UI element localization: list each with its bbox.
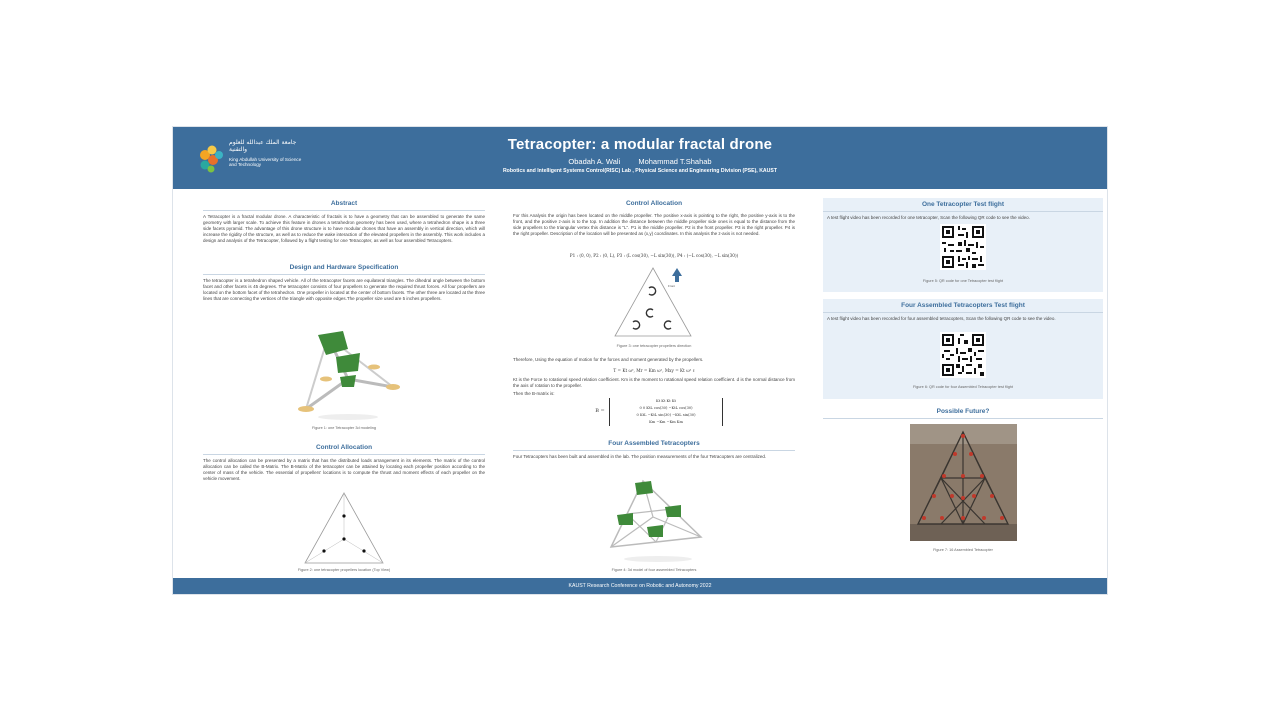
four-assembled-text: Four Tetracopters has been built and assembled in the lab. The position measurements of the four Tetracopters are centralized. <box>513 454 767 459</box>
one-test-flight-text: A test flight video has been recorded for one tetracopter, Scan the following QR code to see the video. <box>827 215 1030 220</box>
fig3-caption: Figure 3: one tetracopter propellers direction <box>616 344 692 348</box>
author-2: Mohammad T.Shahab <box>638 157 712 166</box>
poster-footer: KAUST Research Conference on Robotic and Autonomy 2022 <box>173 578 1107 594</box>
control-text-2: For this Analysis the origin has been located on the middle propeller. The positive x-axis is pointing to the right, the positive y-axis is to the front, and the positive z-axis is to the top. In addition the distance between the middle propeller side ones is equal to the distance from the side propellers to the triangular vertex this distance is "L". P1 is the middle propeller. P2 is the front propeller. P3 is the right propeller. P4 is the right propeller. Description of the location will be presented as (x,y) coordinates. In this analysis the z-axis is not needed. <box>513 213 795 236</box>
control-allocation-section-2 <box>513 200 795 237</box>
poster-title: Tetracopter: a modular fractal drone <box>507 136 773 153</box>
fig4-caption: Figure 4: 3d model of four assembled Tetracopters <box>611 568 697 572</box>
design-title: Design and Hardware Specification <box>203 264 485 275</box>
author-1: Obadah A. Wali <box>568 157 621 166</box>
fig1-caption: Figure 1: one Tetracopter 3d modeling <box>311 426 377 430</box>
b-matrix-label: B = <box>595 408 605 414</box>
future-section <box>823 408 1103 419</box>
four-test-flight-box <box>823 299 1103 399</box>
b-matrix <box>593 398 723 428</box>
fig4-four-tetracopters-3d-model <box>603 477 713 565</box>
abstract-text: A Tetracopter is a fractal modular drone. A characteristic of fractals is to have a geometry that can be assembled to generate the same geometry with larger scale. To achieve this feature in drones a tetrahedron geometry has been used, where a tetrahedron shape is a three side facets pyramid. The advantage of this drone structure is to have modular drones that have an assembly in vertical direction, which will increase the rigidity of the structure, as well as to reduce the wake interaction of the elevated propellers in the assembly. This work includes a design and analysis of the Tetracopter, followed by a flight testing for one Tetracopter, as well as four assembled Tetracopters. <box>203 214 485 243</box>
b-matrix-row-4: Km −Km −Km Km <box>649 420 683 424</box>
abstract-section <box>203 200 485 244</box>
fig2-propeller-location-diagram <box>303 491 385 565</box>
four-assembled-title: Four Assembled Tetracopters <box>513 440 795 451</box>
qr-code-four-flight[interactable] <box>940 332 986 378</box>
fig3-propeller-direction-diagram <box>613 264 703 340</box>
four-test-flight-title: Four Assembled Tetracopters Test flight <box>823 302 1103 313</box>
logo-text-ar: جامعة الملك عبدالله للعلوم والتقنية <box>229 139 297 153</box>
kt-text: Kt is the Force to rotational speed relation coefficient. Km is the moment to rotational speed relation coefficient. d is the normal distance from the axis of rotation to the propeller. <box>513 377 795 388</box>
fig7-caption: Figure 7: 16 Assembled Tetracopter <box>933 548 993 552</box>
one-test-flight-box <box>823 198 1103 292</box>
fig2-caption: Figure 2: one tetracopter propellers location (Top View) <box>297 568 391 572</box>
front-arrow-label: Front <box>668 284 676 288</box>
control-title-2: Control Allocation <box>625 200 683 207</box>
poster-header <box>173 127 1107 189</box>
four-test-flight-text: A test flight video has been recorded for four assembled tetracopters, Scan the following QR code to see the video. <box>827 316 1056 321</box>
b-matrix-row-3: 0 KtL −KtL sin(30) −KtL sin(30) <box>636 413 696 417</box>
fig7-sixteen-tetracopters-photo <box>910 424 1017 541</box>
abstract-title: Abstract <box>203 200 485 211</box>
eom-text: Therefore, Using the equation of motion for the forces and moment generated by the propellers. <box>513 357 704 362</box>
poster-affiliation: Robotics and Intelligent Systems Control(RISC) Lab , Physical Science and Engineering Division (PSE), KAUST <box>502 168 778 174</box>
fig6-caption: Figure 6: QR code for four Assembled Tetracopter test flight <box>913 385 1013 389</box>
equation-eom: T = Kt ω², Mr = Km ω², Mxy = Kt ω² ℓ <box>613 368 695 373</box>
qr-code-one-flight[interactable] <box>940 224 986 270</box>
future-title: Possible Future? <box>823 408 1103 419</box>
fig1-tetracopter-3d-model <box>288 327 400 422</box>
control-title-1: Control Allocation <box>203 444 485 455</box>
design-section <box>203 264 485 302</box>
logo-text-en: King Abdullah University of Science and Technology <box>229 157 302 168</box>
b-matrix-row-1: Kt Kt Kt Kt <box>656 399 676 403</box>
b-matrix-row-2: 0 0 KtL cos(30) −KtL cos(30) <box>639 406 693 410</box>
poster <box>173 127 1107 594</box>
four-assembled-section <box>513 440 795 460</box>
bmatrix-text: Then the B-matrix is: <box>513 391 555 396</box>
b-matrix-body <box>609 398 723 426</box>
equation-positions: P1 : (0, 0), P2 : (0, L), P3 : (L cos(30), −L sin(30)), P4 : (−L cos(30), −L sin(30)) <box>569 253 739 258</box>
control-text-1: The control allocation can be presented by a matrix that has the distributed loads arrangement in its elements. The matrix of the control allocation can be called the B-Matrix. The B-Matrix of the tetracopter can be attained by locating each propeller position according to the center of mass of the vehicle. The essential of propellers' locations is to compute the thrust and moment effects of each propeller on the vehicle movement. <box>203 458 485 481</box>
control-allocation-section-1 <box>203 444 485 482</box>
one-test-flight-title: One Tetracopter Test flight <box>823 201 1103 212</box>
design-text: The tetracopter is a tetrahedron shaped vehicle. All of the tetracopter facets are equilateral triangles. The dihedral angle between the bottom facet and other facets is 45 degrees. The tetracopter consists of four propellers to generate the required thrust forces. All four propellers are located on the bottom facet of the tetrahedron. One propeller in located at the center of bottom facets. The other three are located at the three lines that are connecting the vertices of the triangle with opposite edges.The propeller size used are 5 inches propellers. <box>203 278 485 301</box>
poster-authors <box>173 157 1107 166</box>
fig5-caption: Figure 5: QR code for one Tetracopter test flight <box>922 279 1004 283</box>
